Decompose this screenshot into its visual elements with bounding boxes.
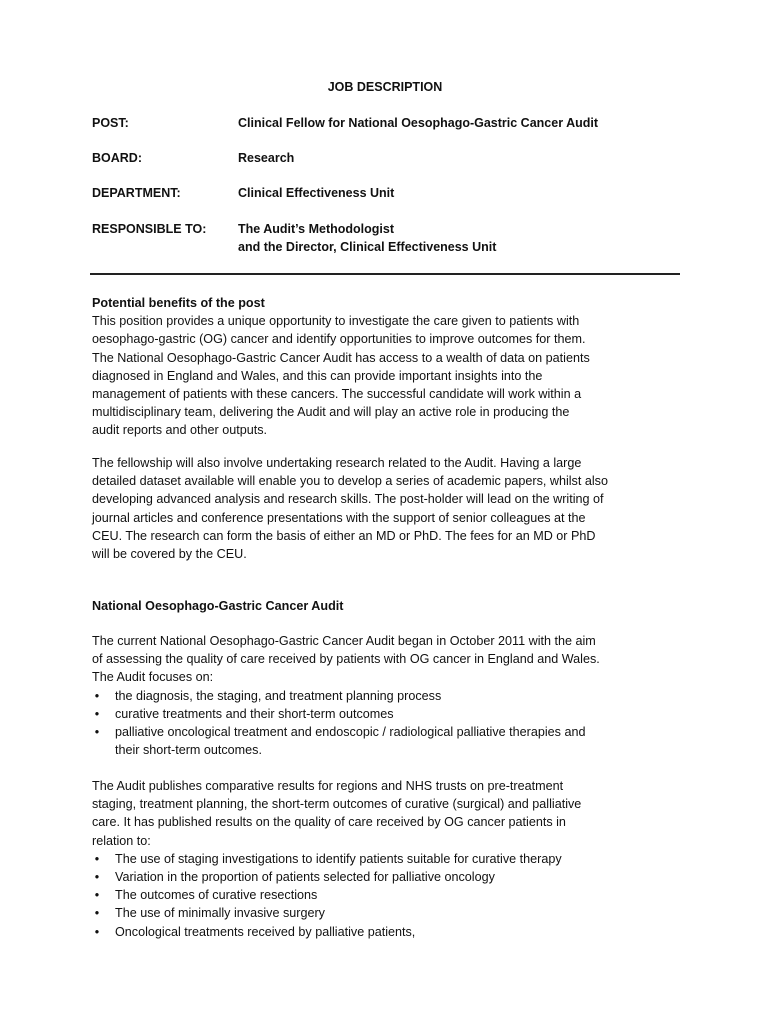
bullet-icon: •: [94, 706, 100, 721]
board-value: Research: [238, 151, 295, 165]
text-line: This position provides a unique opportunity to investigate the care given to patients with: [92, 314, 580, 329]
post-value: Clinical Fellow for National Oesophago-Gastric Cancer Audit: [238, 116, 599, 130]
benefits-paragraph-2: [92, 454, 682, 563]
header-divider: [90, 273, 680, 275]
bullet-icon: •: [94, 888, 100, 903]
text-line: care. It has published results on the quality of care received by OG cancer patients in: [92, 815, 566, 830]
responsible-to-value: The Audit’s Methodologist: [238, 222, 394, 236]
results-list: [92, 850, 682, 941]
text-line: will be covered by the CEU.: [92, 547, 247, 562]
text-line: The fellowship will also involve undertaking research related to the Audit. Having a large: [92, 456, 582, 470]
text-line: staging, treatment planning, the short-term outcomes of curative (surgical) and palliative: [92, 797, 582, 812]
text-line: relation to:: [92, 833, 151, 848]
bullet-icon: •: [94, 688, 100, 703]
benefits-section: [92, 294, 682, 440]
audit-publications: [92, 777, 682, 941]
page-title: JOB DESCRIPTION: [327, 80, 443, 94]
text-line: diagnosed in England and Wales, and this can provide important insights into the: [92, 368, 543, 383]
benefits-heading: Potential benefits of the post: [92, 296, 265, 310]
list-item: • Oncological treatments received by palliative patients,: [92, 923, 682, 941]
text-line: CEU. The research can form the basis of either an MD or PhD. The fees for an MD or PhD: [92, 528, 596, 543]
list-item: • curative treatments and their short-term outcomes: [92, 705, 682, 723]
department-label: DEPARTMENT:: [92, 186, 181, 200]
board-label: BOARD:: [92, 151, 142, 165]
list-item: • the diagnosis, the staging, and treatment planning process: [92, 687, 682, 705]
bullet-icon: •: [94, 906, 100, 921]
list-item: • The use of staging investigations to identify patients suitable for curative therapy: [92, 850, 682, 868]
list-item: • Variation in the proportion of patients selected for palliative oncology: [92, 868, 682, 886]
text-line: The current National Oesophago-Gastric Cancer Audit began in October 2011 with the aim: [92, 634, 596, 648]
list-item: • palliative oncological treatment and endoscopic / radiological palliative therapies and their short-term outcomes.: [92, 723, 682, 759]
list-item: • The outcomes of curative resections: [92, 886, 682, 904]
list-item: • The use of minimally invasive surgery: [92, 904, 682, 922]
bullet-icon: •: [94, 851, 100, 866]
text-line: The Audit publishes comparative results for regions and NHS trusts on pre-treatment: [92, 779, 564, 793]
text-line: journal articles and conference presentations with the support of senior colleagues at the: [92, 510, 586, 525]
bullet-icon: •: [94, 725, 100, 740]
text-line: of assessing the quality of care received by patients with OG cancer in England and Wales.: [92, 652, 600, 667]
benefits-paragraph-1: [92, 312, 682, 439]
text-line: The National Oesophago-Gastric Cancer Audit has access to a wealth of data on patients: [92, 350, 590, 365]
audit-intro: [92, 632, 682, 759]
audit-heading: National Oesophago-Gastric Cancer Audit: [92, 599, 344, 613]
focus-list: [92, 687, 682, 760]
bullet-icon: •: [94, 870, 100, 885]
bullet-icon: •: [94, 924, 100, 939]
text-line: management of patients with these cancers. The successful candidate will work within a: [92, 387, 582, 402]
post-label: POST:: [92, 116, 129, 130]
department-value: Clinical Effectiveness Unit: [238, 186, 395, 200]
text-line: multidisciplinary team, delivering the Audit and will play an active role in producing the: [92, 405, 570, 420]
text-line: oesophago-gastric (OG) cancer and identify opportunities to improve outcomes for them.: [92, 332, 586, 347]
text-line: audit reports and other outputs.: [92, 423, 268, 438]
responsible-to-value-line2: and the Director, Clinical Effectiveness Unit: [238, 240, 497, 254]
text-line: The Audit focuses on:: [92, 670, 214, 685]
responsible-to-label: RESPONSIBLE TO:: [92, 222, 207, 236]
text-line: detailed dataset available will enable you to develop a series of academic papers, whilst also: [92, 474, 608, 489]
text-line: developing advanced analysis and research skills. The post-holder will lead on the writing of: [92, 492, 604, 507]
